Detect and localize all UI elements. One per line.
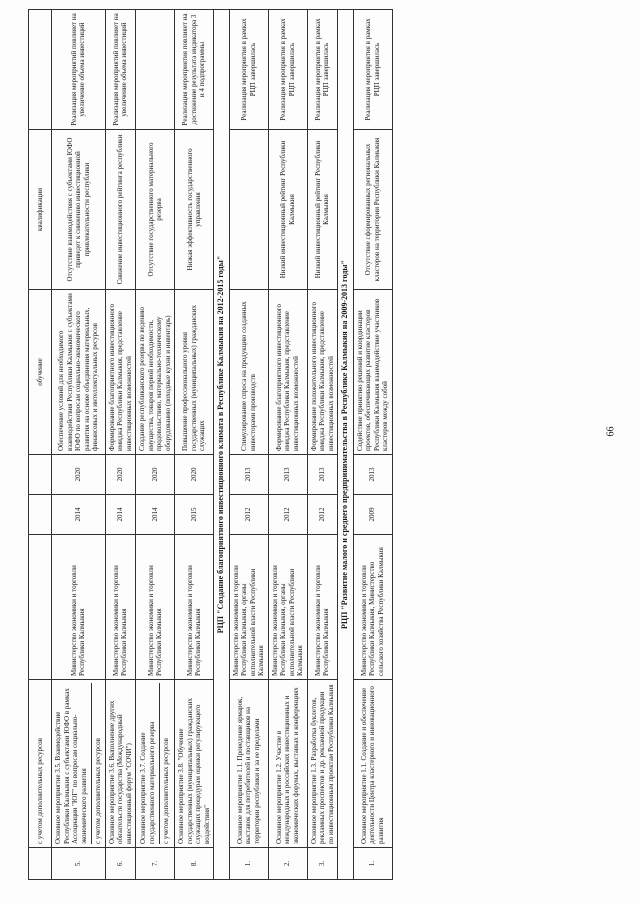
end-year: 2013	[229, 455, 268, 495]
consequence: Низкий инвестиционный рейтинг Республики Калмыкия	[268, 130, 307, 290]
end-year: 2013	[353, 455, 392, 495]
indicator-link: Реализация мероприятий повлияет на увеличение объема инвестиций	[52, 10, 106, 130]
consequence: Отсутствие государственного материального резерва	[136, 130, 175, 290]
executor: Министерство экономики и торговли Республики Калмыкия, Министерство сельского хозяйства Республики Калмыкия	[353, 535, 392, 680]
expected-result: Содействие принятию решений и координации проектов, обеспечивающих развитие кластеров Республики Калмыкия взаимодействие участников кластеров между собой	[353, 290, 392, 455]
table-row	[307, 10, 338, 880]
table-row	[175, 10, 214, 880]
expected-result: Создание республиканского резерва по ведению имущества, товаров первой необходимости, продовольствию, материально-техническому оборудованию (походные кухни и инвентарь)	[136, 290, 175, 455]
expected-result: Формирование благоприятного инвестиционного имиджа Республики Калмыкия, представление инвестиционных возможностей	[268, 290, 307, 455]
top-cell-consequence: квалификации	[29, 130, 52, 290]
measure-name	[268, 680, 307, 848]
measures-table-body	[29, 10, 393, 880]
measure-name-text: Основное мероприятие 1.1. Создание и обеспечение деятельности Центра кластерного и инновационного развития	[359, 686, 385, 844]
expected-result: Повышение профессионального уровня государственных (муниципальных) гражданских служащих	[175, 290, 214, 455]
end-year: 2020	[175, 455, 214, 495]
measure-name-text: Основное мероприятие 3.7. Создание государственного материального резерва	[139, 721, 156, 844]
measure-name-text: Основное мероприятие 3.5. Взаимодействие Республики Калмыкия с субъектами ЮФО в рамках Ассоциации "ЮГ" по вопросам социально-экономического развития	[54, 688, 88, 844]
consequence: Снижение инвестиционного рейтинга республики	[105, 130, 136, 290]
measure-name-text: Основное мероприятие 3.6. Выполнение других обязательств государства (Международный инвестиционный форум "СОЧИ")	[107, 700, 133, 844]
start-year: 2012	[307, 495, 338, 535]
section-header-row	[338, 10, 354, 880]
expected-result: Обеспечение условий для необходимого взаимодействия Республики Калмыкия с субъектами ЮФО по вопросам социально-экономического развития на основе объединения материальных, финансовых и интеллектуальных ресурсов	[52, 290, 106, 455]
measure-name-text: Основное мероприятие 1.1. Проведение ярмарок, выставок для потребителей и поставщиков на территории республики и за ее пределами	[235, 696, 261, 844]
consequence: Низкая эффективность государственного управления	[175, 130, 214, 290]
indicator-link: Реализация мероприятия в рамках РЦП завершилась	[229, 10, 268, 130]
indicator-link: Реализация мероприятий повлияет на увеличение объема инвестиций	[105, 10, 136, 130]
end-year: 2013	[268, 455, 307, 495]
top-cell-executor	[29, 535, 52, 680]
row-number: 5.	[52, 848, 106, 880]
table-row	[353, 10, 392, 880]
end-year: 2020	[136, 455, 175, 495]
start-year: 2015	[175, 495, 214, 535]
consequence: Низкий инвестиционный рейтинг Республики Калмыкия	[307, 130, 338, 290]
row-number: 1.	[353, 848, 392, 880]
end-year: 2020	[105, 455, 136, 495]
measure-extra-note: с учетом дополнительных ресурсов	[159, 683, 171, 844]
measures-table-container	[28, 10, 608, 880]
executor: Министерство экономики и торговли Республики Калмыкия, органы исполнительной власти Республики Калмыкия	[229, 535, 268, 680]
end-year: 2013	[307, 455, 338, 495]
row-number: 7.	[136, 848, 175, 880]
measure-name	[175, 680, 214, 848]
start-year: 2014	[105, 495, 136, 535]
measure-name	[307, 680, 338, 848]
measure-name	[229, 680, 268, 848]
start-year: 2009	[353, 495, 392, 535]
table-row	[136, 10, 175, 880]
table-row	[229, 10, 268, 880]
section-header-row	[214, 10, 230, 880]
consequence: Отсутствие сформированных региональных кластеров на территории Республики Калмыкия	[353, 130, 392, 290]
indicator-link: Реализация мероприятия в рамках РЦП завершилась	[268, 10, 307, 130]
start-year: 2014	[52, 495, 106, 535]
executor: Министерство экономики и торговли Республики Калмыкия	[52, 535, 106, 680]
executor: Министерство экономики и торговли Республики Калмыкия, органы исполнительной власти Республики Калмыкия	[268, 535, 307, 680]
table-row	[52, 10, 106, 880]
top-cell-num	[29, 848, 52, 880]
end-year: 2020	[52, 455, 106, 495]
measure-name-text: Основное мероприятие 3.8. "Обучение государственных (муниципальных) гражданских служащих процедурам оценки регулирующего воздействия"	[177, 698, 211, 844]
expected-result: Формирование благоприятного инвестиционного имиджа Республики Калмыкия, представление инвестиционных возможностей	[105, 290, 136, 455]
row-number: 3.	[307, 848, 338, 880]
measure-extra-note: с учетом дополнительных ресурсов	[91, 683, 103, 844]
measures-table	[28, 9, 393, 880]
measure-name	[105, 680, 136, 848]
page-number: 66	[605, 426, 617, 437]
start-year: 2012	[229, 495, 268, 535]
measure-name	[52, 680, 106, 848]
expected-result: Формирование положительного инвестиционного имиджа Республики Калмыкия, представление инвестиционных возможностей	[307, 290, 338, 455]
indicator-link: Реализация мероприятия в рамках РЦП завершилась	[353, 10, 392, 130]
top-cell-start	[29, 495, 52, 535]
executor: Министерство экономики и торговли Республики Калмыкия	[105, 535, 136, 680]
consequence: Отсутствие взаимодействия с субъектами ЮФО приведет к снижению инвестиционной привлекательности республики	[52, 130, 106, 290]
indicator-link: Реализация мероприятия повлияет на достижение результата индикатора 3 и 4 подпрограммы	[175, 10, 214, 130]
consequence	[229, 130, 268, 290]
row-number: 2.	[268, 848, 307, 880]
expected-result: Стимулирование спроса на продукцию созданных инвесторами производств	[229, 290, 268, 455]
executor: Министерство экономики и торговли Республики Калмыкия	[175, 535, 214, 680]
table-row	[268, 10, 307, 880]
indicator-link	[136, 10, 175, 130]
top-cell-content: обучение	[29, 290, 52, 455]
top-cell-end	[29, 455, 52, 495]
measure-name	[353, 680, 392, 848]
row-number: 6.	[105, 848, 136, 880]
table-row-continuation	[29, 10, 52, 880]
section-header: РЦП "Создание благоприятного инвестиционного климата в Республике Калмыкия на 2012-2015 годы"	[214, 10, 230, 880]
section-header: РЦП "Развитие малого и среднего предпринимательства в Республике Калмыкия на 2009-2013 годы"	[338, 10, 354, 880]
measure-name-text: Основное мероприятие 1.2. Участие в международных и российских инвестиционных и экономических форумах, выставках и конференциях	[274, 687, 300, 844]
measure-name	[136, 680, 175, 848]
row-number: 8.	[175, 848, 214, 880]
executor: Министерство экономики и торговли Республики Калмыкия	[307, 535, 338, 680]
table-row	[105, 10, 136, 880]
indicator-link: Реализация мероприятия в рамках РЦП завершилась	[307, 10, 338, 130]
row-number: 1.	[229, 848, 268, 880]
top-cell-link	[29, 10, 52, 130]
executor: Министерство экономики и торговли Республики Калмыкия	[136, 535, 175, 680]
start-year: 2012	[268, 495, 307, 535]
measure-name-text: Основное мероприятие 1.3. Разработка буклетов, рекламных проспектов и др. рекламной продукции по инвестиционным проектам Республики Калмыкия	[309, 684, 335, 844]
top-cell-name: с учетом дополнительных ресурсов	[29, 680, 52, 848]
start-year: 2014	[136, 495, 175, 535]
